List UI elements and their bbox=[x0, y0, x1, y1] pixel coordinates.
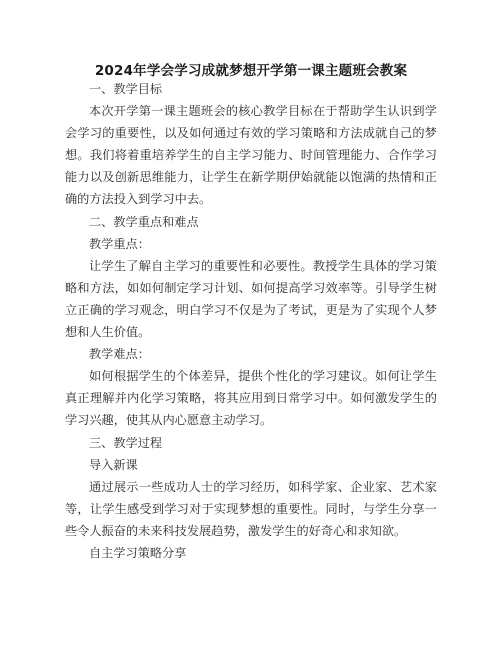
subheading-introduction: 导入新课 bbox=[89, 457, 138, 472]
section-heading-objectives: 一、教学目标 bbox=[89, 82, 163, 96]
paragraph-teaching-difficulty: 如何根据学生的个体差异，提供个性化的学习建议。如何让学生真正理解并内化学习策略，将其应用到日常学习中。如何激发学生的学习兴趣，使其从内心愿意主动学习。 bbox=[65, 369, 437, 428]
paragraph-teaching-focus: 让学生了解自主学习的重要性和必要性。教授学生具体的学习策略和方法，如如何制定学习计划、如何提高学习效率等。引导学生树立正确的学习观念，明白学习不仅是为了考试，更是为了实现个人梦想和人生价值。 bbox=[65, 258, 437, 340]
section-heading-process: 三、教学过程 bbox=[89, 435, 163, 450]
subheading-teaching-difficulty: 教学难点： bbox=[89, 347, 150, 362]
subheading-strategy-sharing: 自主学习策略分享 bbox=[89, 545, 187, 560]
subheading-teaching-focus: 教学重点： bbox=[89, 236, 150, 251]
document-body bbox=[65, 78, 437, 564]
paragraph-introduction: 通过展示一些成功人士的学习经历，如科学家、企业家、艺术家等，让学生感受到学习对于实现梦想的重要性。同时，与学生分享一些令人振奋的未来科技发展趋势，激发学生的好奇心和求知欲。 bbox=[65, 479, 437, 538]
paragraph-objectives: 本次开学第一课主题班会的核心教学目标在于帮助学生认识到学会学习的重要性，以及如何通过有效的学习策略和方法成就自己的梦想。我们将着重培养学生的自主学习能力、时间管理能力、合作学习能力以及创新思维能力，让学生在新学期伊始就能以饱满的热情和正确的方法投入到学习中去。 bbox=[65, 104, 437, 207]
document-title: 2024年学会学习成就梦想开学第一课主题班会教案 bbox=[94, 63, 408, 79]
section-heading-focus-difficulty: 二、教学重点和难点 bbox=[89, 214, 199, 229]
